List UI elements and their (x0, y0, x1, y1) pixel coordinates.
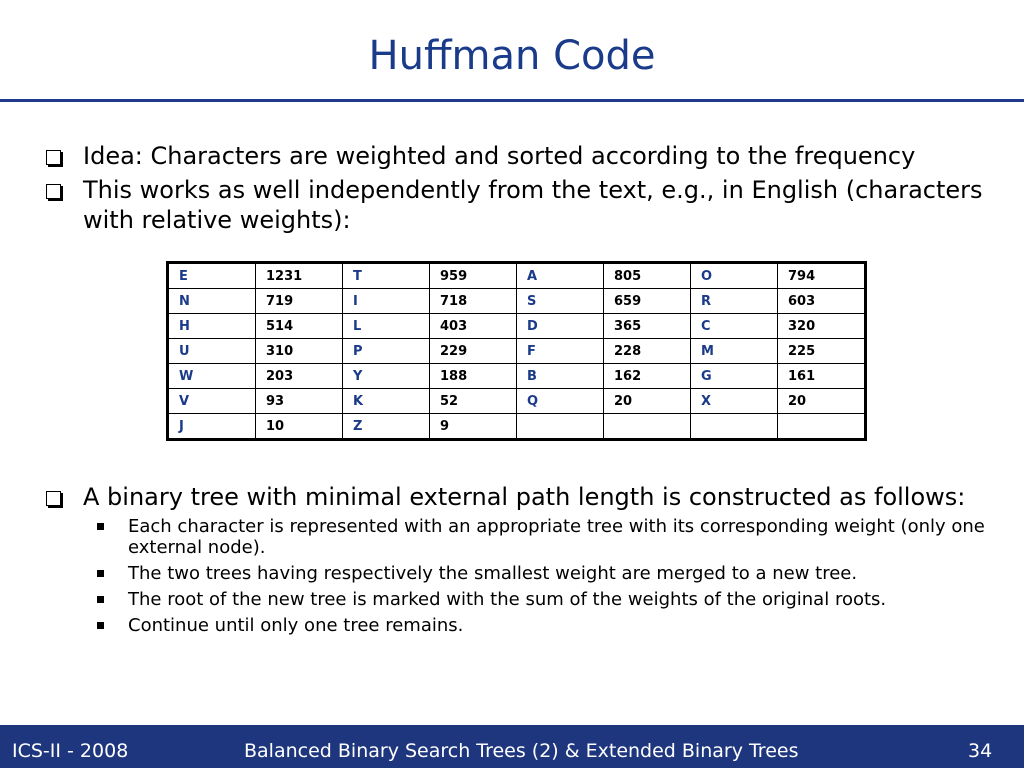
char-cell: S (517, 289, 604, 314)
char-cell: B (517, 364, 604, 389)
table-row (168, 289, 866, 314)
slide-title: Huffman Code (368, 33, 656, 79)
weight-cell: 229 (430, 339, 517, 364)
weight-cell: 225 (778, 339, 866, 364)
char-cell: J (168, 414, 256, 440)
weight-cell: 52 (430, 389, 517, 414)
weight-cell: 162 (604, 364, 691, 389)
char-cell: W (168, 364, 256, 389)
weight-cell: 310 (256, 339, 343, 364)
char-cell: X (691, 389, 778, 414)
char-cell: H (168, 314, 256, 339)
sub-bullet (46, 615, 996, 636)
weight-cell: 20 (604, 389, 691, 414)
bullet-binary-tree (46, 482, 996, 512)
weight-cell: 10 (256, 414, 343, 440)
weight-cell (604, 414, 691, 440)
weight-cell: 403 (430, 314, 517, 339)
weight-cell: 1231 (256, 263, 343, 289)
table-row (168, 364, 866, 389)
sub-bullet (46, 589, 996, 610)
bullet-idea (46, 141, 996, 171)
weight-cell: 718 (430, 289, 517, 314)
char-cell: U (168, 339, 256, 364)
weight-cell: 20 (778, 389, 866, 414)
weight-cell: 320 (778, 314, 866, 339)
sub-bullet (46, 516, 996, 558)
table-row (168, 414, 866, 440)
char-cell: K (343, 389, 430, 414)
footer-course: ICS-II - 2008 (12, 740, 129, 762)
char-cell: D (517, 314, 604, 339)
char-cell: Y (343, 364, 430, 389)
char-cell: F (517, 339, 604, 364)
char-cell (517, 414, 604, 440)
weight-cell: 9 (430, 414, 517, 440)
table-row (168, 263, 866, 289)
title-divider (0, 99, 1024, 102)
char-cell: I (343, 289, 430, 314)
weight-cell: 228 (604, 339, 691, 364)
bullet-text: A binary tree with minimal external path length is constructed as follows: (83, 483, 966, 511)
sub-bullet-text: The root of the new tree is marked with the sum of the weights of the original roots. (128, 589, 887, 610)
weight-cell: 659 (604, 289, 691, 314)
table-row (168, 389, 866, 414)
char-cell (691, 414, 778, 440)
weight-cell: 365 (604, 314, 691, 339)
char-cell: T (343, 263, 430, 289)
char-cell: A (517, 263, 604, 289)
table-row (168, 339, 866, 364)
char-cell: O (691, 263, 778, 289)
page-number: 34 (968, 740, 993, 762)
sub-bullet-text: Continue until only one tree remains. (128, 615, 464, 636)
weight-cell: 93 (256, 389, 343, 414)
square-bullet-icon (97, 622, 104, 629)
weight-cell: 203 (256, 364, 343, 389)
char-cell: Z (343, 414, 430, 440)
bullet-text: Idea: Characters are weighted and sorted according to the frequency (83, 142, 916, 170)
table-row (168, 314, 866, 339)
sub-bullet (46, 563, 996, 584)
frequency-table-container (166, 261, 867, 441)
weight-cell: 805 (604, 263, 691, 289)
square-bullet-icon (97, 596, 104, 603)
weight-cell: 603 (778, 289, 866, 314)
char-cell: N (168, 289, 256, 314)
weight-cell: 161 (778, 364, 866, 389)
square-bullet-icon (97, 570, 104, 577)
footer-topic: Balanced Binary Search Trees (2) & Extended Binary Trees (244, 740, 799, 762)
bullet-english-weights (46, 175, 996, 235)
weight-cell: 959 (430, 263, 517, 289)
char-cell: E (168, 263, 256, 289)
weight-cell: 794 (778, 263, 866, 289)
char-cell: M (691, 339, 778, 364)
char-cell: G (691, 364, 778, 389)
weight-cell: 719 (256, 289, 343, 314)
weight-cell (778, 414, 866, 440)
char-cell: R (691, 289, 778, 314)
checkbox-bullet-icon (46, 491, 61, 506)
square-bullet-icon (97, 523, 104, 530)
char-cell: V (168, 389, 256, 414)
char-cell: C (691, 314, 778, 339)
bullet-text: This works as well independently from the text, e.g., in English (characters with relative weights): (83, 176, 983, 234)
weight-cell: 514 (256, 314, 343, 339)
char-cell: L (343, 314, 430, 339)
sub-bullet-text: Each character is represented with an appropriate tree with its corresponding weight (only one external node). (128, 516, 985, 558)
checkbox-bullet-icon (46, 184, 61, 199)
frequency-table (166, 261, 867, 441)
weight-cell: 188 (430, 364, 517, 389)
footer-bar (0, 725, 1024, 768)
checkbox-bullet-icon (46, 150, 61, 165)
sub-bullet-text: The two trees having respectively the smallest weight are merged to a new tree. (128, 563, 858, 584)
char-cell: Q (517, 389, 604, 414)
char-cell: P (343, 339, 430, 364)
